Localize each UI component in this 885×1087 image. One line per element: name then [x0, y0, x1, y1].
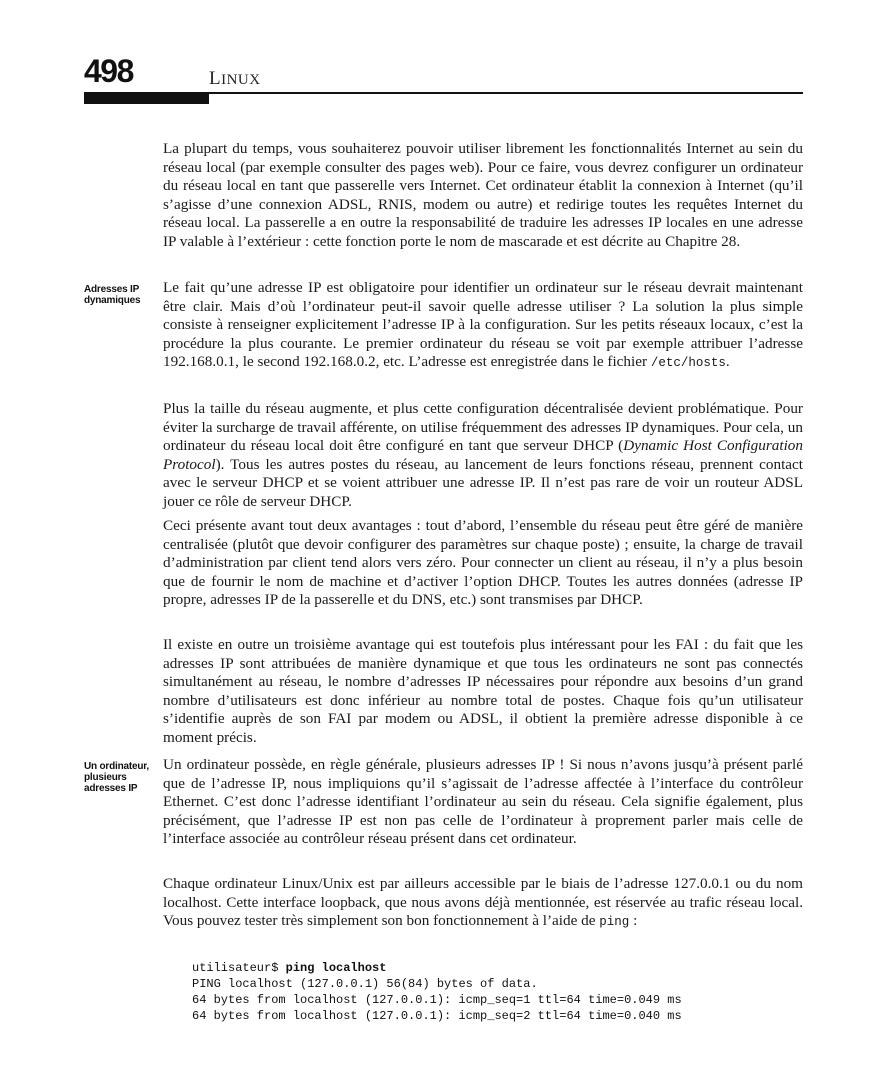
margin-note-dynamic-ip — [84, 284, 162, 306]
margin-note-line: Adresses IP — [84, 284, 140, 295]
margin-note-multiple-ip — [84, 761, 162, 794]
header-tab-bar — [84, 93, 209, 104]
dhcp-expansion: Dynamic Host Configuration Protocol — [163, 437, 803, 473]
paragraph-text: Chaque ordinateur Linux/Unix est par ailleurs accessible par le biais de l’adresse 127.0.0.1 ou du nom localhost. Cette interface loopback, que nous avons déjà mentionnée, est réservée au trafic réseau local. Vous pouvez tester très simplement son bon fonctionnement à l’aide de — [163, 875, 803, 929]
paragraph-static-ip — [163, 279, 803, 373]
shell-prompt: utilisateur$ — [192, 961, 286, 975]
paragraph-text-end: : — [629, 912, 638, 929]
inline-code-ping: ping — [599, 915, 630, 929]
paragraph-localhost — [163, 875, 803, 932]
code-line: 64 bytes from localhost (127.0.0.1): icmp_seq=1 ttl=64 time=0.049 ms — [192, 993, 682, 1007]
paragraph-gateway: La plupart du temps, vous souhaiterez pouvoir utiliser librement les fonctionnalités Internet au sein du réseau local (par exemple consulter des pages web). Pour ce faire, vous devrez configurer un ordinateur du réseau local en tant que passerelle vers Internet. Cet ordinateur établit la connexion à Internet (qu’il s’agisse d’une connexion ADSL, RNIS, modem ou autre) et redirige toutes les requêtes Internet du réseau local. La passerelle a en outre la responsabilité de traduire les adresses IP locales en une adresse IP valable à l’extérieur : cette fonction porte le nom de mascarade et est décrite au Chapitre 28. — [163, 140, 803, 250]
code-line: 64 bytes from localhost (127.0.0.1): icmp_seq=2 ttl=64 time=0.040 ms — [192, 1009, 682, 1023]
paragraph-isp: Il existe en outre un troisième avantage qui est toutefois plus intéressant pour les FAI : du fait que les adresses IP sont attribuées de manière dynamique et que tous les ordinateurs ne sont pas connectés simultanément au réseau, le nombre d’adresses IP nécessaires pour répondre aux besoins d’un grand nombre d’utilisateurs est donc inférieur au nombre total de postes. Chaque fois qu’un utilisateur s’identifie auprès de son FAI par modem ou ADSL, il obtient la première adresse disponible à ce moment précis. — [163, 636, 803, 746]
paragraph-text-end: . — [725, 353, 730, 370]
margin-note-line: dynamiques — [84, 295, 141, 306]
paragraph-advantages: Ceci présente avant tout deux avantages : tout d’abord, l’ensemble du réseau peut être géré de manière centralisée (plutôt que devoir configurer des paramètres sur chaque poste) ; ensuite, la charge de travail d’administration par client tend alors vers zéro. Pour connecter un client au réseau, il n’y a plus besoin que de fournir le nom de machine et d’activer l’option DHCP. Toutes les autres données (adresse IP propre, adresses IP de la passerelle et du DNS, etc.) sont transmises par DHCP. — [163, 517, 803, 608]
margin-note-line: adresses IP — [84, 783, 138, 794]
running-head — [209, 68, 261, 90]
margin-note-line: Un ordinateur, — [84, 761, 149, 772]
shell-command: ping localhost — [285, 961, 387, 975]
running-head-rest: INUX — [221, 72, 261, 88]
paragraph-text-end: ). Tous les autres postes du réseau, au lancement de leurs fonctions réseau, prennent contact avec le serveur DHCP et se voient attribuer une adresse IP. Il n’est pas rare de voir un routeur ADSL jouer ce rôle de serveur DHCP. — [163, 455, 803, 510]
margin-note-line: plusieurs — [84, 772, 127, 783]
paragraph-text: Le fait qu’une adresse IP est obligatoire pour identifier un ordinateur sur le réseau devrait maintenant être clair. Mais d’où l’ordinateur peut-il savoir quelle adresse utiliser ? La solution la plus simple consiste à renseigner explicitement l’adresse IP à la configuration. Sur les petits réseaux locaux, c’est la procédure la plus courante. Le premier ordinateur du réseau se voit par exemple attribuer l’adresse 192.168.0.1, le second 192.168.0.2, etc. L’adresse est enregistrée dans le fichier — [163, 279, 803, 370]
code-line-command — [192, 960, 803, 976]
code-line: PING localhost (127.0.0.1) 56(84) bytes of data. — [192, 977, 538, 991]
paragraph-text: Plus la taille du réseau augmente, et plus cette configuration décentralisée devient problématique. Pour éviter la surcharge de travail afférente, on utilise fréquemment des adresses IP dynamiques. Pour cela, un ordinateur du réseau local doit être configuré en tant que serveur DHCP ( — [163, 400, 803, 454]
paragraph-multiple-ip: Un ordinateur possède, en règle générale, plusieurs adresses IP ! Si nous n’avons jusqu’à présent parlé que de l’adresse IP, nous impliquions qu’il s’agissait de l’adresse affectée à l’interface du contrôleur Ethernet. C’est donc l’adresse identifiant l’ordinateur au sein du réseau. Cela signifie également, plus précisément, que l’adresse IP est non pas celle de l’ordinateur à proprement parler mais celle de l’interface associée au contrôleur réseau présent dans cet ordinateur. — [163, 756, 803, 847]
paragraph-dhcp — [163, 400, 803, 511]
inline-code-hosts: /etc/hosts — [650, 356, 726, 370]
running-head-initial: L — [209, 68, 222, 89]
code-block — [192, 960, 803, 1024]
page-number: 498 — [84, 53, 133, 89]
